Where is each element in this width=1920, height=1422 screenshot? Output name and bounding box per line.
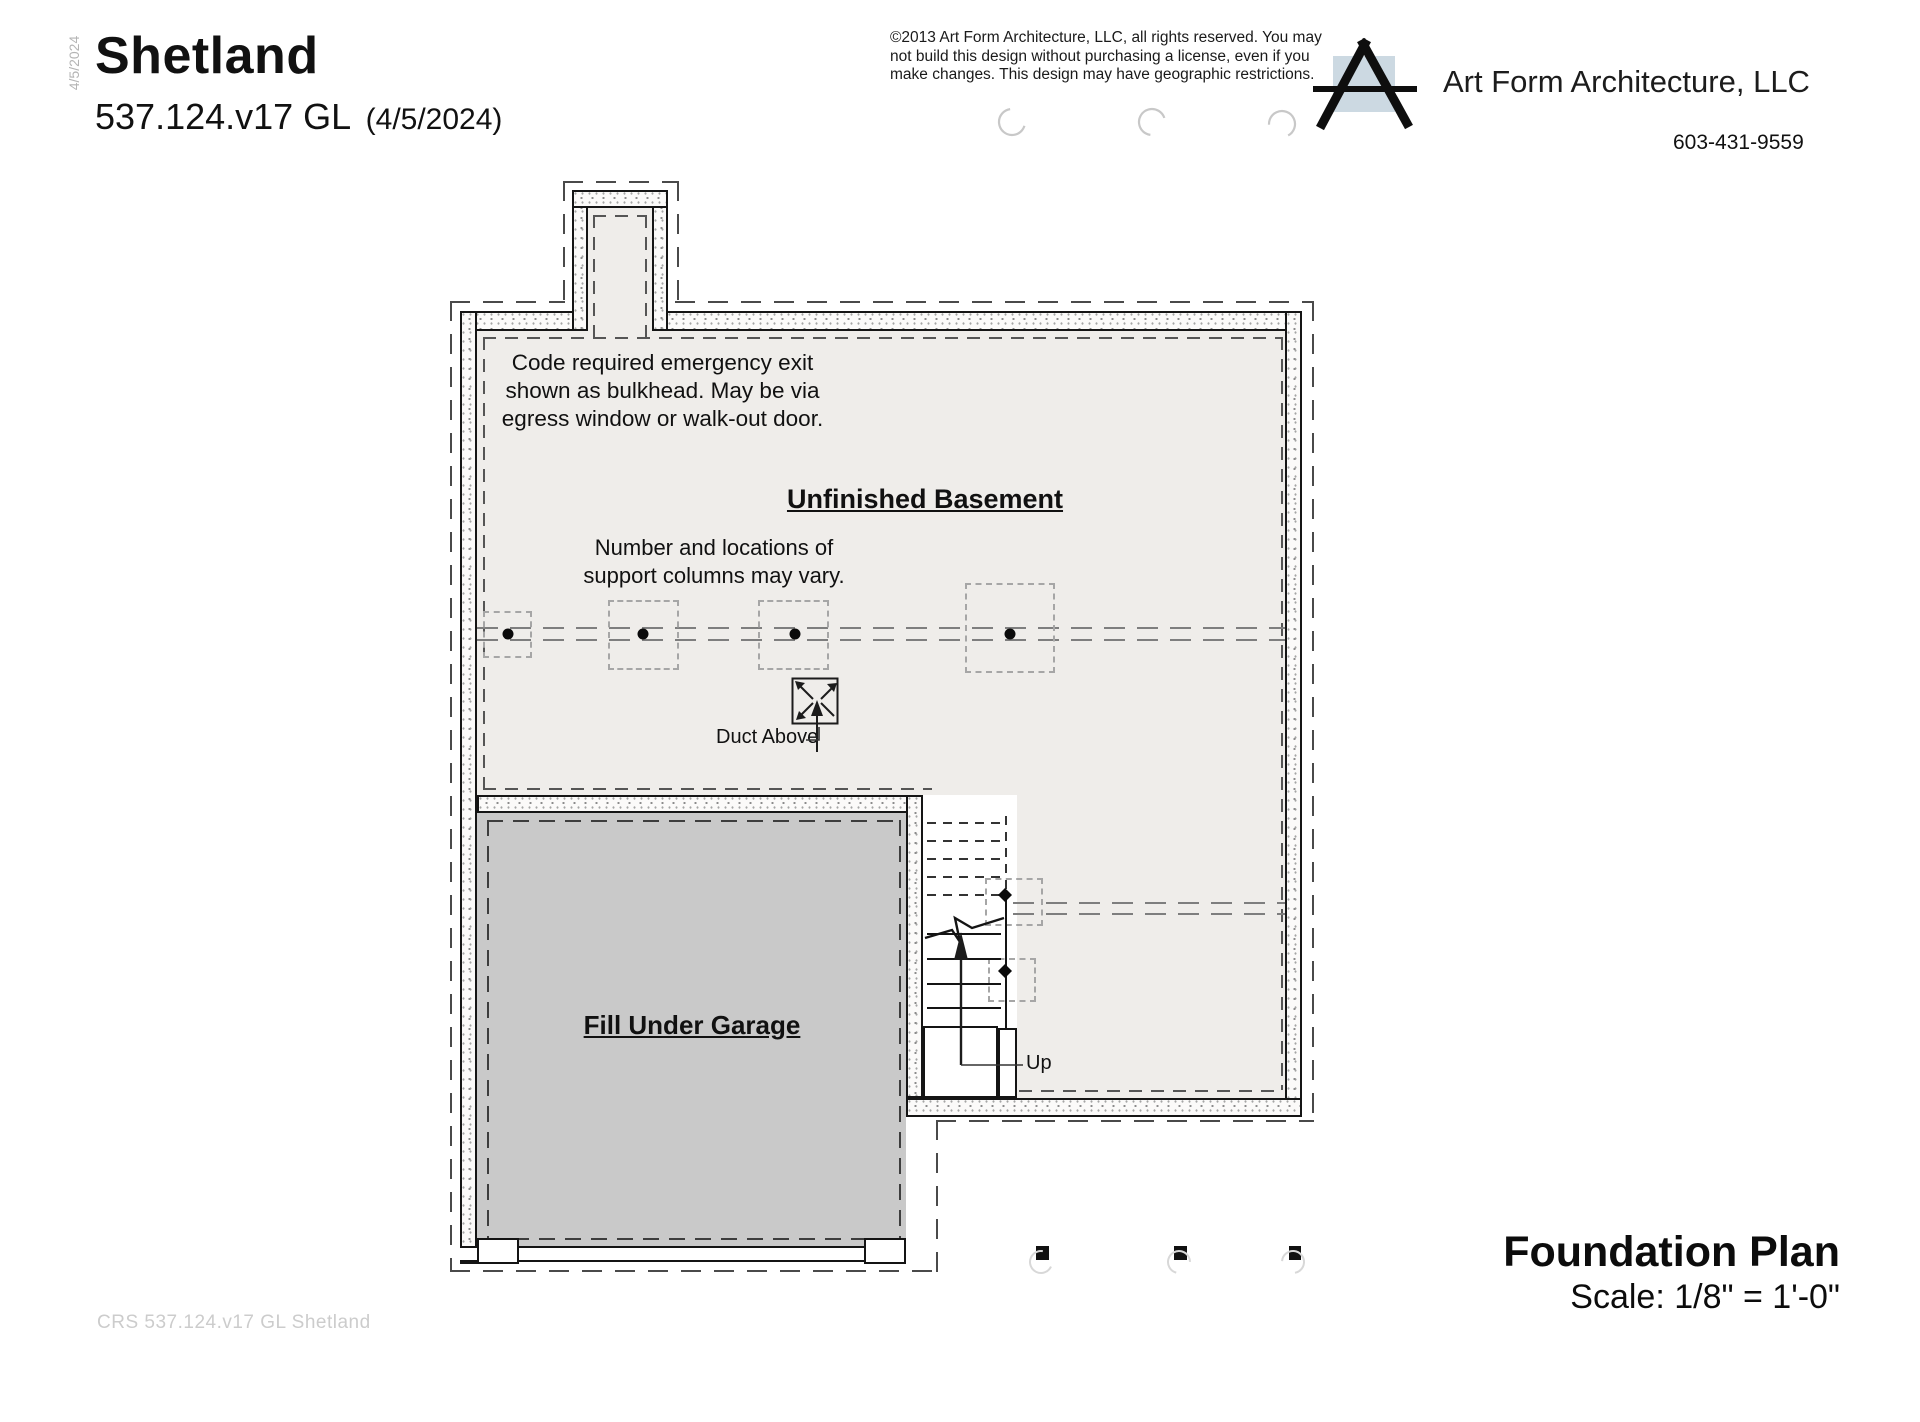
copyright-line: make changes. This design may have geographic restrictions. xyxy=(890,66,1315,84)
garage-pier-right xyxy=(864,1238,906,1264)
stair-tread xyxy=(927,1007,1001,1009)
footing-dashed-bottom-right xyxy=(936,1120,1314,1122)
bulkhead-interior xyxy=(587,208,653,330)
garage-inset-dashed-bottom xyxy=(487,1238,901,1240)
emergency-exit-note xyxy=(500,349,825,433)
stair-tread xyxy=(927,958,1001,960)
stair-up-label: Up xyxy=(1026,1052,1052,1074)
note-line: Number and locations of xyxy=(594,535,834,560)
foundation-wall-top-left xyxy=(460,311,588,331)
garage-inset-dashed-top xyxy=(487,820,901,822)
stair-newel-post xyxy=(998,1028,1017,1098)
garage-wall-right xyxy=(906,795,923,1098)
footing-dashed-garage-bottom xyxy=(450,1270,938,1272)
sheet-watermark: CRS 537.124.v17 GL Shetland xyxy=(97,1312,371,1333)
inner-dashed-left xyxy=(483,337,485,788)
inner-dashed-garage-top xyxy=(483,788,932,790)
stair-rail xyxy=(1005,898,1007,1028)
support-column-footing xyxy=(608,600,679,670)
note-line: shown as bulkhead. May be via xyxy=(505,378,820,403)
company-phone: 603-431-9559 xyxy=(1673,131,1804,154)
stair-tread xyxy=(927,933,1001,935)
room-label-unfinished-basement: Unfinished Basement xyxy=(786,484,1064,514)
bulkhead-inner-dashed-left xyxy=(593,215,595,337)
bulkhead-wall-right xyxy=(652,190,668,331)
footing-dashed-bulkhead-top xyxy=(563,181,679,183)
plan-id: 537.124.v17 GL xyxy=(95,96,352,137)
sheet-side-date: 4/5/2024 xyxy=(66,35,82,91)
lower-beam-dashed-line xyxy=(1013,902,1288,904)
garage-wall-top xyxy=(477,795,923,813)
support-column-footing xyxy=(965,583,1055,673)
garage-pier-left xyxy=(477,1238,519,1264)
stair-tread-dashed xyxy=(927,840,1003,842)
inner-dashed-top xyxy=(483,337,1281,339)
copyright-line: not build this design without purchasing a license, even if you xyxy=(890,47,1310,65)
drawing-scale: Scale: 1/8" = 1'-0" xyxy=(1570,1278,1840,1316)
stair-column-footing xyxy=(985,878,1043,926)
company-logo-square xyxy=(1333,56,1395,112)
copyright-notice xyxy=(890,29,1350,85)
footing-dashed-right xyxy=(1312,301,1314,1122)
stair-tread-dashed xyxy=(927,858,1003,860)
foundation-wall-top-right xyxy=(652,311,1302,331)
bulkhead-inner-dashed-top xyxy=(593,215,647,217)
note-line: support columns may vary. xyxy=(583,563,845,588)
footing-dashed-top-left xyxy=(450,301,565,303)
note-line: egress window or walk-out door. xyxy=(501,406,824,431)
pier-footing-square xyxy=(1036,1246,1049,1260)
support-column-footing xyxy=(758,600,829,670)
stair-rail-dashed xyxy=(1005,816,1007,898)
basement-area-lower-right xyxy=(1017,797,1288,1098)
foundation-wall-left xyxy=(460,311,477,1264)
center-beam-dashed-line xyxy=(477,639,1288,641)
bulkhead-inner-dashed-right xyxy=(645,215,647,337)
drawing-title: Foundation Plan xyxy=(1503,1228,1840,1276)
foundation-wall-right xyxy=(1285,311,1302,1117)
stair-tread-dashed xyxy=(927,894,1003,896)
plan-title: Shetland xyxy=(95,27,319,85)
footing-dashed-garage-right xyxy=(936,1120,938,1272)
ghost-circle-icon xyxy=(994,104,1299,141)
duct-above-label: Duct Above xyxy=(716,726,819,748)
footing-dashed-top-right xyxy=(675,301,1312,303)
footing-dashed-bulkhead-right xyxy=(677,181,679,303)
garage-door-opening-line xyxy=(460,1246,906,1262)
footing-dashed-left xyxy=(450,301,452,1272)
garage-label-fill-under-garage: Fill Under Garage xyxy=(583,1010,801,1040)
support-columns-note xyxy=(574,534,854,590)
stair-column-footing xyxy=(988,958,1036,1002)
inner-dashed-right xyxy=(1281,337,1283,1090)
plan-date: (4/5/2024) xyxy=(365,103,503,136)
foundation-wall-bottom xyxy=(906,1098,1302,1117)
company-name: Art Form Architecture, LLC xyxy=(1443,64,1810,99)
footing-dashed-bulkhead-left xyxy=(563,181,565,303)
bulkhead-wall-top xyxy=(572,190,668,208)
bulkhead-wall-left xyxy=(572,190,588,331)
lower-beam-dashed-line xyxy=(1013,913,1288,915)
note-line: Code required emergency exit xyxy=(511,350,814,375)
inner-dashed-bottom xyxy=(1019,1090,1281,1092)
stair-landing xyxy=(923,1026,998,1098)
copyright-line: ©2013 Art Form Architecture, LLC, all rights reserved. You may xyxy=(890,29,1322,46)
center-beam-dashed-line xyxy=(477,627,1288,629)
plan-subtitle xyxy=(95,96,502,138)
support-column-footing xyxy=(483,611,532,658)
stair-tread xyxy=(927,983,1001,985)
stair-tread-dashed xyxy=(927,822,1003,824)
stair-tread-dashed xyxy=(927,876,1003,878)
